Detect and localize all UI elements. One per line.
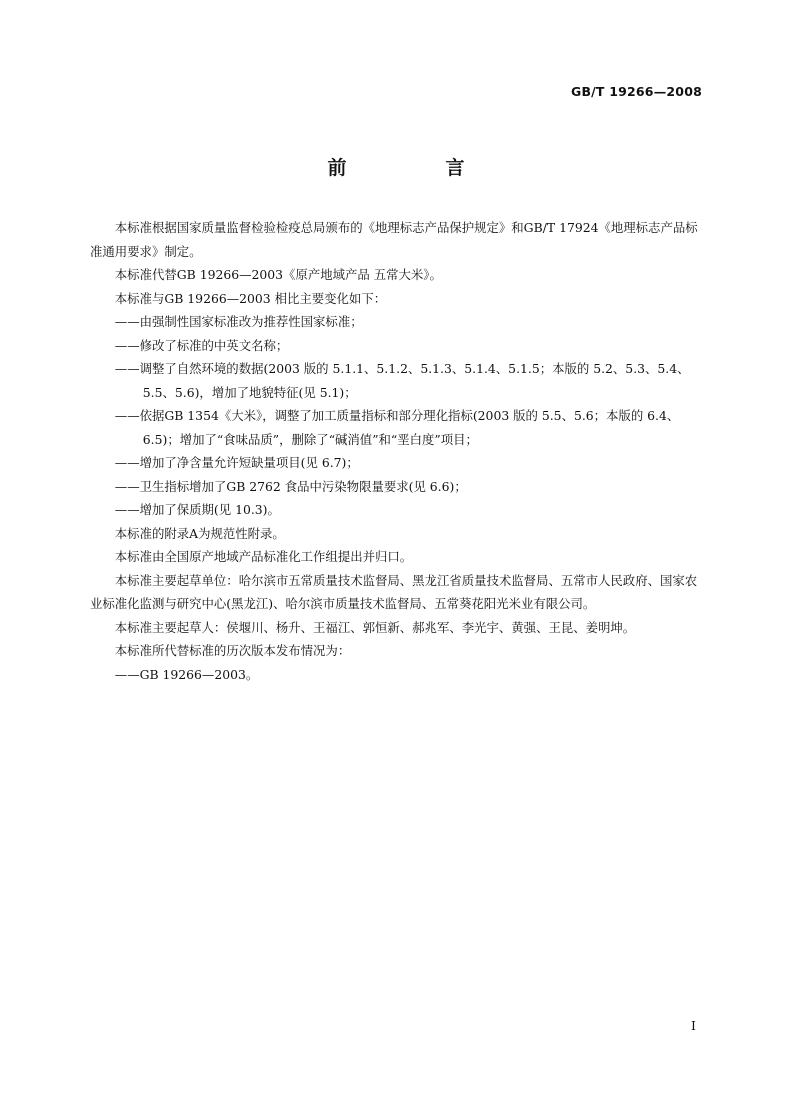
page-number: I xyxy=(691,1018,696,1033)
paragraph-drafting-units: 本标准主要起草单位：哈尔滨市五常质量技术监督局、黑龙江省质量技术监督局、五常市人民政府、国家农业标准化监测与研究中心(黑龙江)、哈尔滨市质量技术监督局、五常葵花阳光米业有限公司。 xyxy=(90,572,698,611)
page-title: 前 言 xyxy=(327,157,505,179)
paragraph-proposer: 本标准由全国原产地域产品标准化工作组提出并归口。 xyxy=(114,549,413,564)
change-item: ——增加了净含量允许短缺量项目(见 6.7)； xyxy=(114,455,359,470)
foreword-body xyxy=(90,216,702,686)
change-item: ——增加了保质期(见 10.3)。 xyxy=(114,502,280,517)
change-item: ——修改了标准的中英文名称； xyxy=(114,337,289,353)
paragraph-history-intro: 本标准所代替标准的历次版本发布情况为： xyxy=(114,643,351,658)
paragraph-basis: 本标准根据国家质量监督检验检疫总局颁布的《地理标志产品保护规定》和GB/T 17924《地理标志产品标准通用要求》制定。 xyxy=(90,220,698,259)
change-item: ——卫生指标增加了GB 2762 食品中污染物限量要求(见 6.6)； xyxy=(114,478,467,494)
history-item: ——GB 19266—2003。 xyxy=(114,666,259,682)
change-item: ——由强制性国家标准改为推荐性国家标准； xyxy=(114,314,363,329)
paragraph-changes-intro: 本标准与GB 19266—2003 相比主要变化如下： xyxy=(114,290,387,306)
paragraph-drafters: 本标准主要起草人：侯堰川、杨升、王福江、郭恒新、郝兆军、李光宇、黄强、王昆、姜明坤。 xyxy=(114,619,636,635)
standard-code: GB/T 19266—2008 xyxy=(570,84,702,99)
change-item: ——依据GB 1354《大米》，调整了加工质量指标和部分理化指标(2003 版的 5.5、5.6；本版的 6.4、6.5)；增加了“食味品质”，删除了“碱消值”和“垩白度”项目； xyxy=(114,408,680,447)
change-item: ——调整了自然环境的数据(2003 版的 5.1.1、5.1.2、5.1.3、5.1.4、5.1.5；本版的 5.2、5.3、5.4、5.5、5.6)，增加了地貌特征(见 5.1)； xyxy=(114,361,690,400)
paragraph-replaces: 本标准代替GB 19266—2003《原产地域产品 五常大米》。 xyxy=(114,267,442,282)
paragraph-appendix: 本标准的附录A为规范性附录。 xyxy=(114,525,285,541)
